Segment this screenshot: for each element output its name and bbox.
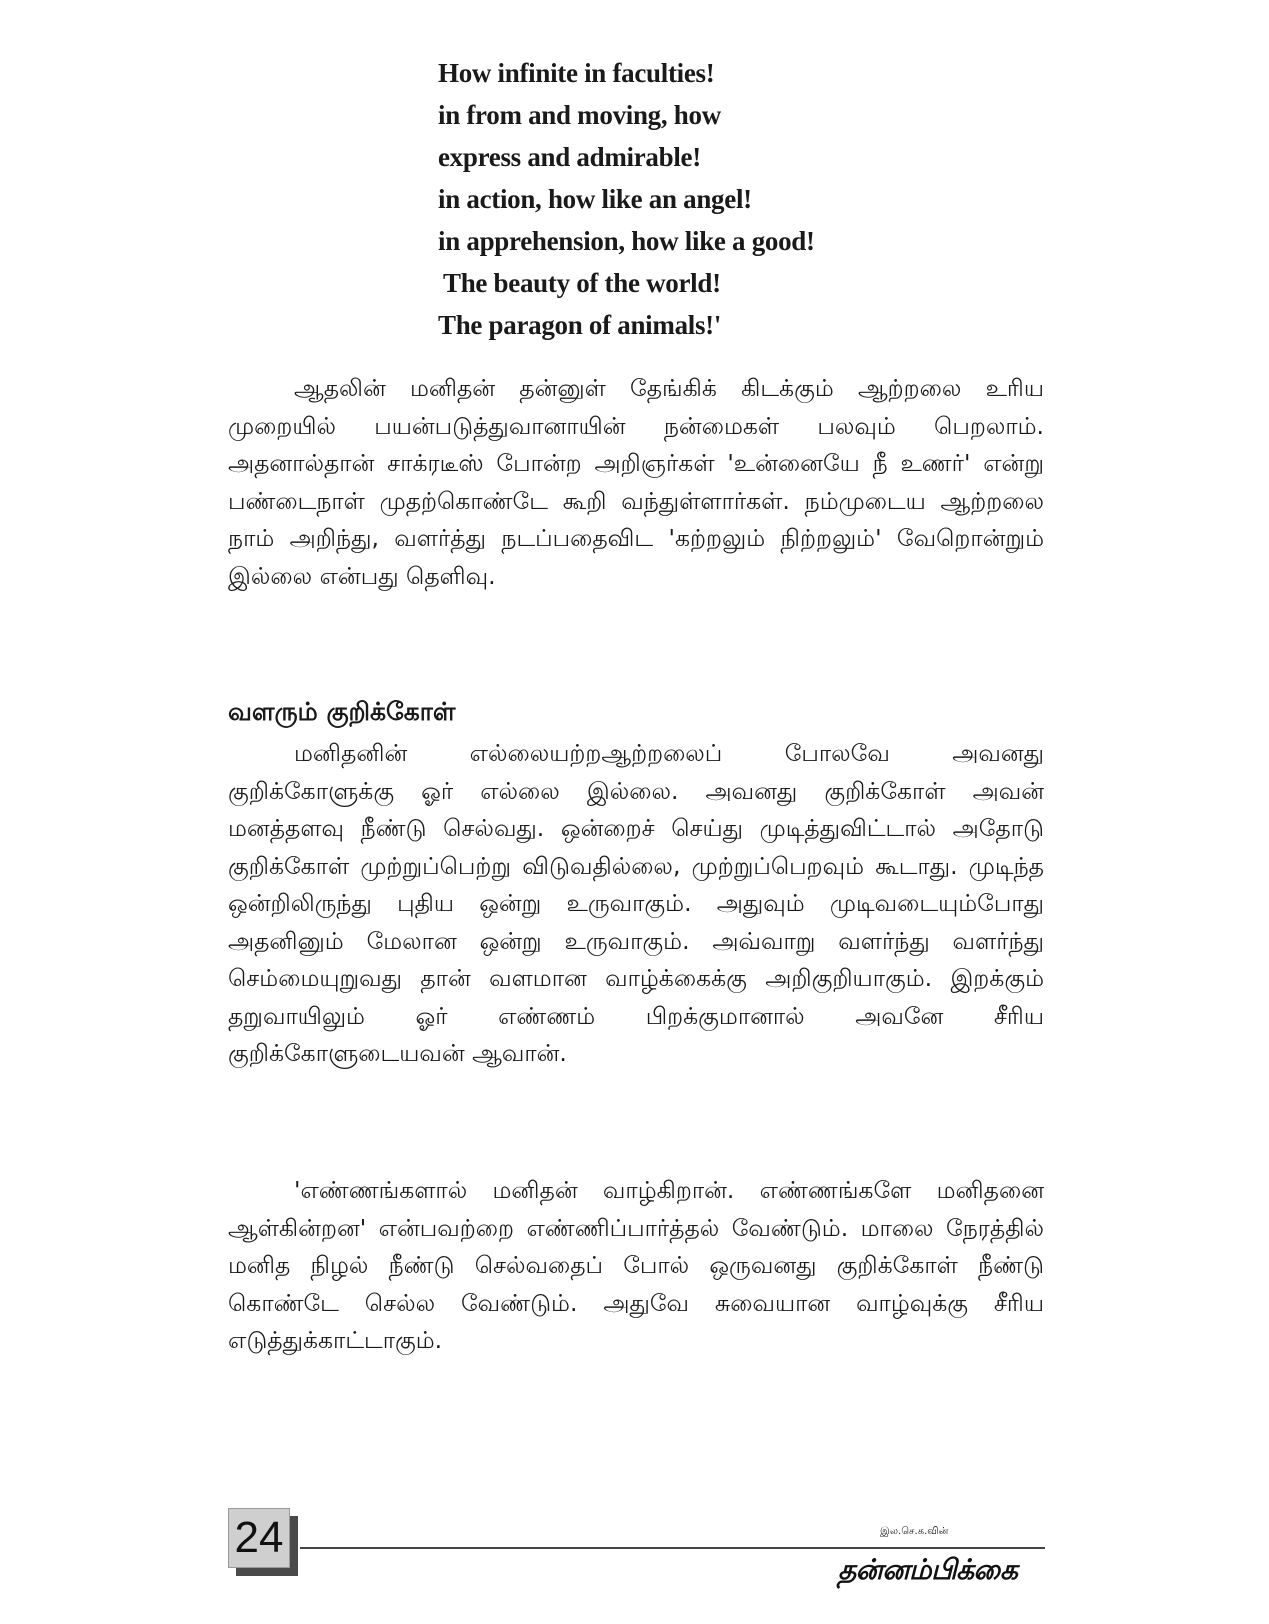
paragraph-2: மனிதனின் எல்லையற்றஆற்றலைப் போலவே அவனது குறிக்கோளுக்கு ஓர் எல்லை இல்லை. அவனது குறிக்கோள் அவன் மனத்தளவு நீண்டு செல்வது. ஒன்றைச் செய்து முடித்துவிட்டால் அதோடு குறிக்கோள் முற்றுப்பெற்று விடுவதில்லை, முற்றுப்பெறவும் கூடாது. முடிந்த ஒன்றிலிருந்து புதிய ஒன்று உருவாகும். அதுவும் முடிவடையும்போது அதனினும் மேலான ஒன்று உருவாகும். அவ்வாறு வளர்ந்து வளர்ந்து செம்மையுறுவது தான் வளமான வாழ்க்கைக்கு அறிகுறியாகும். இறக்கும் தறுவாயிலும் ஓர் எண்ணம் பிறக்குமானால் அவனே சீரிய குறிக்கோளுடையவன் ஆவான். — [228, 739, 1044, 1067]
section-heading: வளரும் குறிக்கோள் — [228, 697, 456, 726]
poem-line: How infinite in faculties! — [438, 58, 715, 88]
footer-author: இல.செ.க.வின் — [880, 1526, 949, 1537]
poem-quote — [438, 52, 815, 346]
footer-book-title: தன்னம்பிக்கை — [838, 1553, 1018, 1586]
paragraph-3: 'எண்ணங்களால் மனிதன் வாழ்கிறான். எண்ணங்களே மனிதனை ஆள்கின்றன' என்பவற்றை எண்ணிப்பார்த்தல் வேண்டும். மாலை நேரத்தில் மனித நிழல் நீண்டு செல்வதைப் போல் ஒருவனது குறிக்கோள் நீண்டு கொண்டே செல்ல வேண்டும். அதுவே சுவையான வாழ்வுக்கு சீரிய எடுத்துக்காட்டாகும். — [228, 1176, 1044, 1354]
paragraph-1: ஆதலின் மனிதன் தன்னுள் தேங்கிக் கிடக்கும் ஆற்றலை உரிய முறையில் பயன்படுத்துவானாயின் நன்மைகள் பலவும் பெறலாம். அதனால்தான் சாக்ரடீஸ் போன்ற அறிஞர்கள் 'உன்னையே நீ உணர்' என்று பண்டைநாள் முதற்கொண்டே கூறி வந்துள்ளார்கள். நம்முடைய ஆற்றலை நாம் அறிந்து, வளர்த்து நடப்பதைவிட 'கற்றலும் நிற்றலும்' வேறொன்றும் இல்லை என்பது தெளிவு. — [228, 374, 1044, 590]
footer-divider — [300, 1547, 1045, 1549]
poem-line: in action, how like an angel! — [438, 184, 752, 214]
poem-line: in apprehension, how like a good! — [438, 226, 815, 256]
page-number: 24 — [228, 1508, 290, 1568]
poem-line: The beauty of the world! — [443, 268, 721, 298]
poem-line: express and admirable! — [438, 142, 701, 172]
poem-line: The paragon of animals!' — [438, 310, 722, 340]
poem-line: in from and moving, how — [438, 100, 721, 130]
